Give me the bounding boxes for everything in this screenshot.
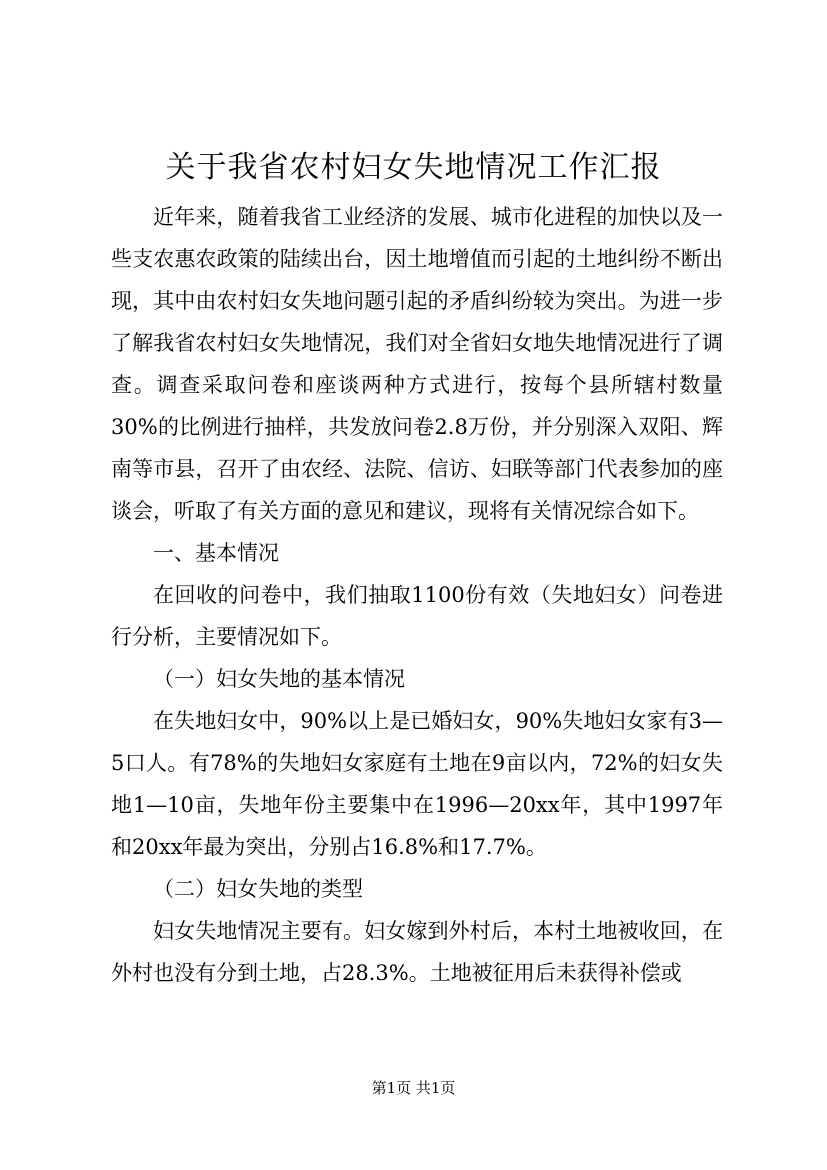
subsection-heading-basic-situation: （一）妇女失地的基本情况 [153,667,405,691]
subsection-heading-types: （二）妇女失地的类型 [153,877,363,901]
paragraph-survey: 在回收的问卷中，我们抽取1100份有效（失地妇女）问卷进行分析，主要情况如下。 [111,583,723,649]
paragraph-intro: 近年来，随着我省工业经济的发展、城市化进程的加快以及一些支农惠农政策的陆续出台，因土地增值而引起的土地纠纷不断出现，其中由农村妇女失地问题引起的矛盾纠纷较为突出。为进一步了解我省农村妇女失地情况，我们对全省妇女地失地情况进行了调查。调查采取问卷和座谈两种方式进行，按每个县所辖村数量30%的比例进行抽样，共发放问卷2.8万份，并分别深入双阳、辉南等市县，召开了由农经、法院、信访、妇联等部门代表参加的座谈会，听取了有关方面的意见和建议，现将有关情况综合如下。 [111,205,723,523]
section-heading-basic: 一、基本情况 [153,541,279,565]
paragraph-types: 妇女失地情况主要有。妇女嫁到外村后，本村土地被收回，在外村也没有分到土地，占28.3%。土地被征用后未获得补偿或 [111,919,723,985]
paragraph-statistics: 在失地妇女中，90%以上是已婚妇女，90%失地妇女家有3—5口人。有78%的失地妇女家庭有土地在9亩以内，72%的妇女失地1—10亩，失地年份主要集中在1996—20xx年，其中1997年和20xx年最为突出，分别占16.8%和17.7%。 [111,709,723,859]
page-footer: 第1页 共1页 [371,1079,456,1097]
document-title: 关于我省农村妇女失地情况工作汇报 [165,150,662,185]
document-body [111,196,723,994]
